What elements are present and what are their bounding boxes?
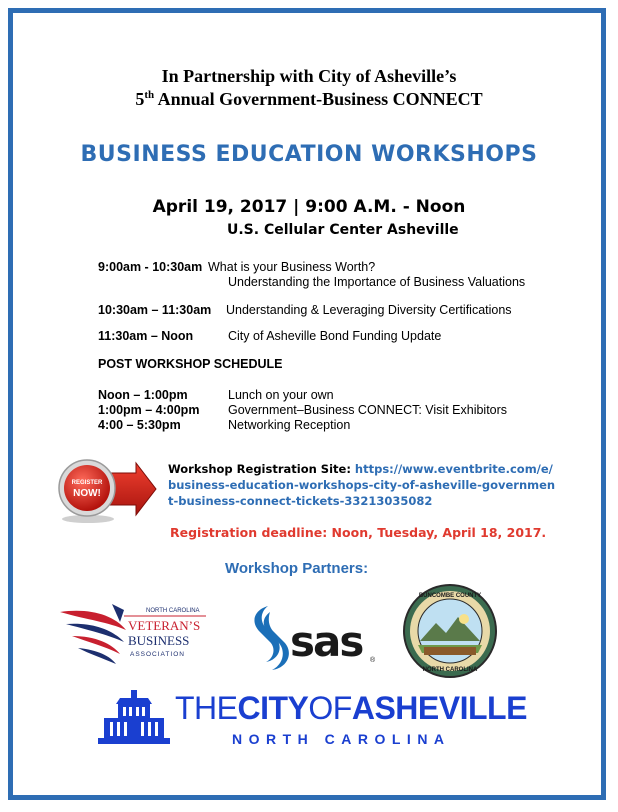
- sas-logo: [248, 602, 380, 674]
- svg-text:VETERAN’S: VETERAN’S: [128, 618, 201, 633]
- registration-label: Workshop Registration Site:: [168, 462, 355, 476]
- city-of-asheville-subtitle: NORTH CAROLINA: [232, 731, 451, 747]
- page-title: BUSINESS EDUCATION WORKSHOPS: [80, 142, 538, 167]
- event-date: April 19, 2017 | 9:00 A.M. - Noon: [152, 197, 466, 217]
- buncombe-county-seal: [402, 583, 498, 679]
- svg-text:NORTH CAROLINA: NORTH CAROLINA: [146, 608, 200, 614]
- session-row: 11:30am – Noon City of Asheville Bond Funding Update: [98, 329, 442, 343]
- asheville-city-hall-icon: [98, 688, 170, 744]
- registration-link[interactable]: https://www.eventbrite.com/e/business-education-workshops-city-of-asheville-government-business-connect-tickets-33213035082: [168, 462, 556, 508]
- post-item: 4:00 – 5:30pm Networking Reception: [98, 418, 351, 432]
- session-subtitle: Understanding the Importance of Business Valuations: [228, 275, 526, 289]
- annual-connect-line: 5th Annual Government-Business CONNECT: [135, 89, 483, 109]
- svg-text:ASSOCIATION: ASSOCIATION: [130, 651, 185, 658]
- partnership-line: In Partnership with City of Asheville’s: [161, 66, 457, 86]
- partners-heading: Workshop Partners:: [225, 560, 369, 577]
- post-item: Noon – 1:00pm Lunch on your own: [98, 388, 334, 402]
- city-of-asheville-wordmark: THECITYOFASHEVILLE: [175, 690, 527, 726]
- event-venue: U.S. Cellular Center Asheville: [227, 222, 459, 238]
- session-row: 10:30am – 11:30am Understanding & Leveraging Diversity Certifications: [98, 303, 512, 317]
- registration-info: [168, 461, 558, 509]
- register-now-button[interactable]: [58, 455, 158, 525]
- svg-text:NOW!: NOW!: [73, 488, 101, 499]
- registration-deadline: Registration deadline: Noon, Tuesday, April 18, 2017.: [170, 525, 547, 540]
- svg-text:®: ®: [370, 657, 376, 664]
- svg-text:BUNCOMBE COUNTY: BUNCOMBE COUNTY: [418, 593, 482, 599]
- veterans-business-association-logo: [58, 600, 208, 670]
- post-workshop-heading: POST WORKSHOP SCHEDULE: [98, 357, 283, 371]
- svg-text:sas: sas: [290, 617, 363, 666]
- session-row: 9:00am - 10:30am What is your Business Worth?: [98, 260, 376, 274]
- svg-text:NORTH CAROLINA: NORTH CAROLINA: [422, 667, 478, 673]
- svg-text:REGISTER: REGISTER: [71, 480, 103, 486]
- svg-text:BUSINESS: BUSINESS: [128, 633, 190, 648]
- post-item: 1:00pm – 4:00pm Government–Business CONNECT: Visit Exhibitors: [98, 403, 508, 417]
